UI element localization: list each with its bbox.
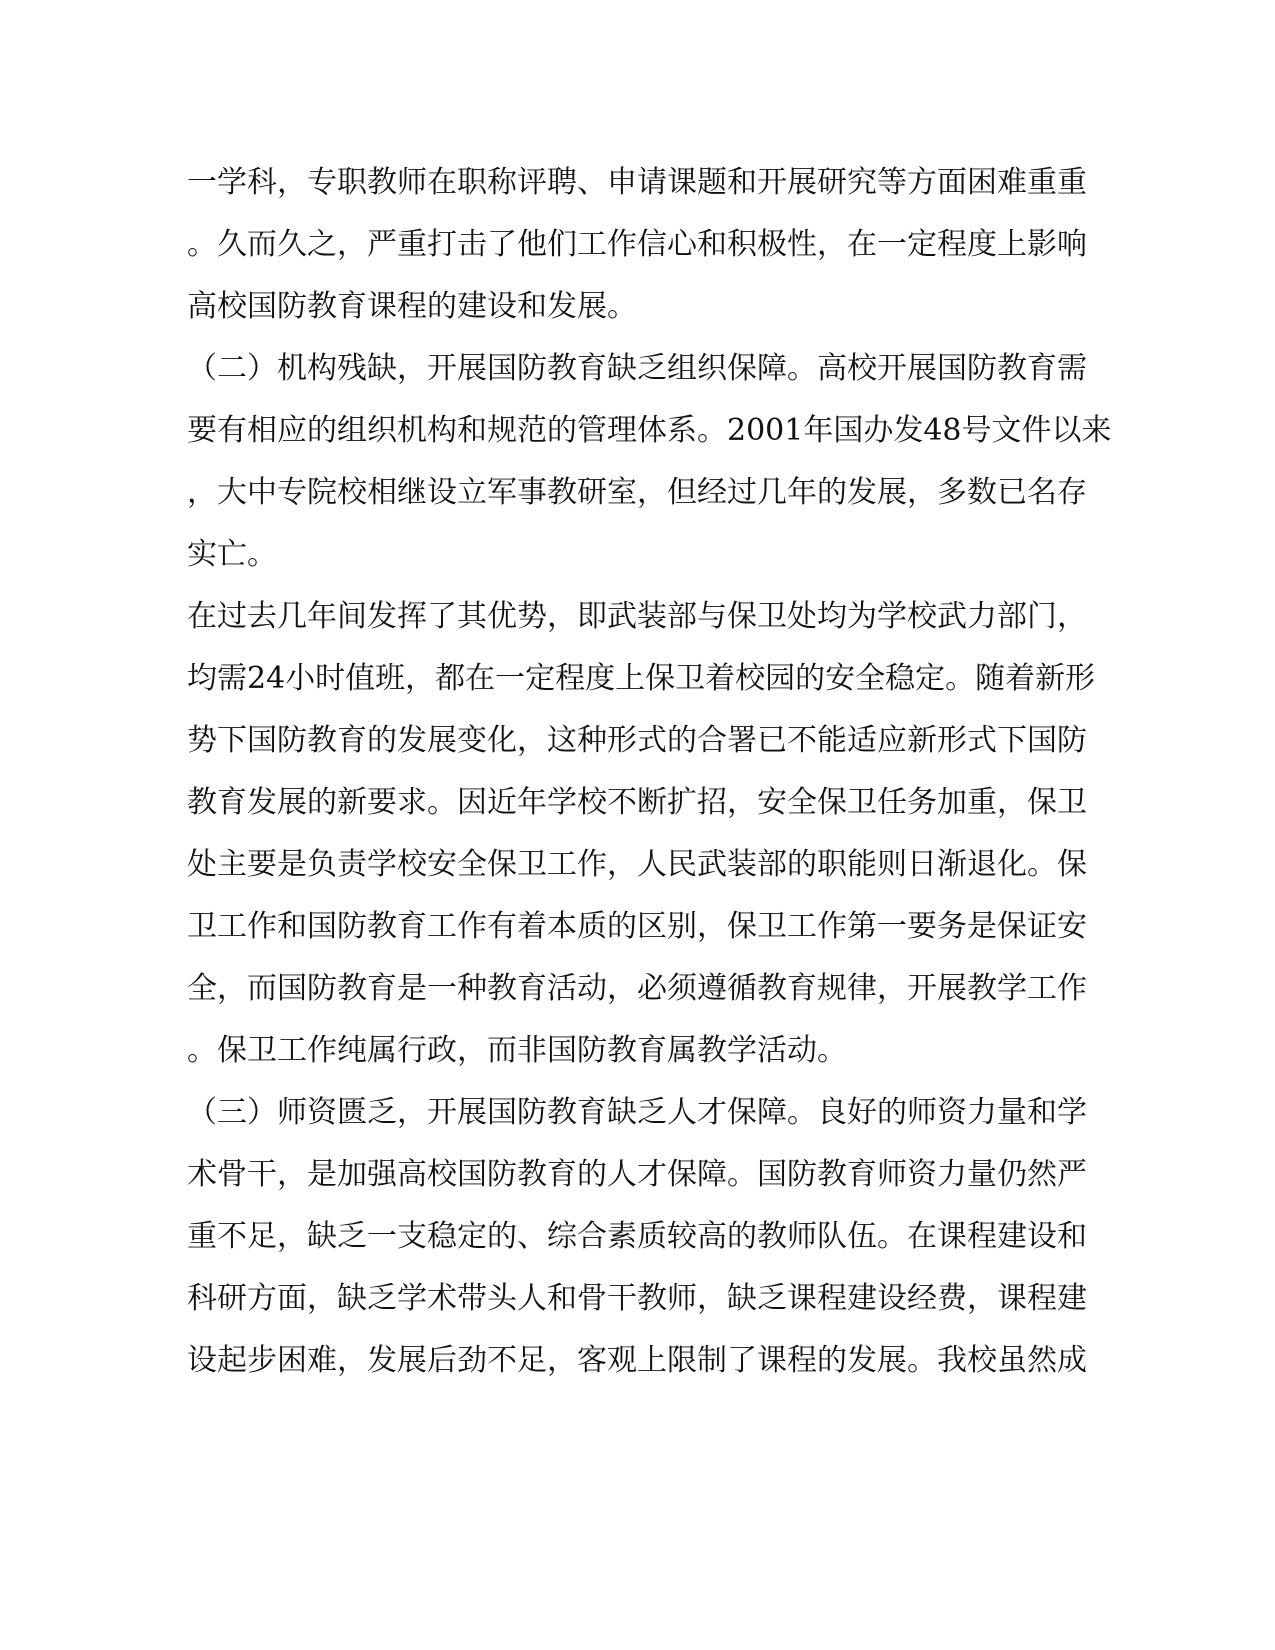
- text-line: 教育发展的新要求。因近年学校不断扩招，安全保卫任务加重，保卫: [187, 785, 1087, 820]
- text-line: 。久而久之，严重打击了他们工作信心和积极性，在一定程度上影响: [187, 227, 1087, 262]
- text-line: （三）师资匮乏，开展国防教育缺乏人才保障。良好的师资力量和学: [187, 1095, 1087, 1130]
- text-line: 要有相应的组织机构和规范的管理体系。2001年国办发48号文件以来: [187, 413, 1112, 448]
- text-line: 术骨干，是加强高校国防教育的人才保障。国防教育师资力量仍然严: [187, 1157, 1087, 1192]
- text-line: 卫工作和国防教育工作有着本质的区别，保卫工作第一要务是保证安: [187, 909, 1087, 944]
- text-line: 科研方面，缺乏学术带头人和骨干教师，缺乏课程建设经费，课程建: [187, 1281, 1087, 1316]
- body-text: [187, 152, 1112, 1392]
- text-line: ，大中专院校相继设立军事教研室，但经过几年的发展，多数已名存: [187, 475, 1087, 510]
- text-line: 均需24小时值班，都在一定程度上保卫着校园的安全稳定。随着新形: [187, 661, 1096, 696]
- text-line: 重不足，缺乏一支稳定的、综合素质较高的教师队伍。在课程建设和: [187, 1219, 1087, 1254]
- text-line: 高校国防教育课程的建设和发展。: [187, 289, 637, 324]
- text-line: 势下国防教育的发展变化，这种形式的合署已不能适应新形式下国防: [187, 723, 1087, 758]
- text-line: （二）机构残缺，开展国防教育缺乏组织保障。高校开展国防教育需: [187, 351, 1087, 386]
- text-line: 。保卫工作纯属行政，而非国防教育属教学活动。: [187, 1033, 847, 1068]
- text-line: 实亡。: [187, 537, 277, 572]
- text-line: 在过去几年间发挥了其优势，即武装部与保卫处均为学校武力部门，: [187, 599, 1087, 634]
- text-line: 设起步困难，发展后劲不足，客观上限制了课程的发展。我校虽然成: [187, 1343, 1087, 1378]
- text-line: 处主要是负责学校安全保卫工作，人民武装部的职能则日渐退化。保: [187, 847, 1087, 882]
- text-line: 全，而国防教育是一种教育活动，必须遵循教育规律，开展教学工作: [187, 971, 1087, 1006]
- text-line: 一学科，专职教师在职称评聘、申请课题和开展研究等方面困难重重: [187, 165, 1087, 200]
